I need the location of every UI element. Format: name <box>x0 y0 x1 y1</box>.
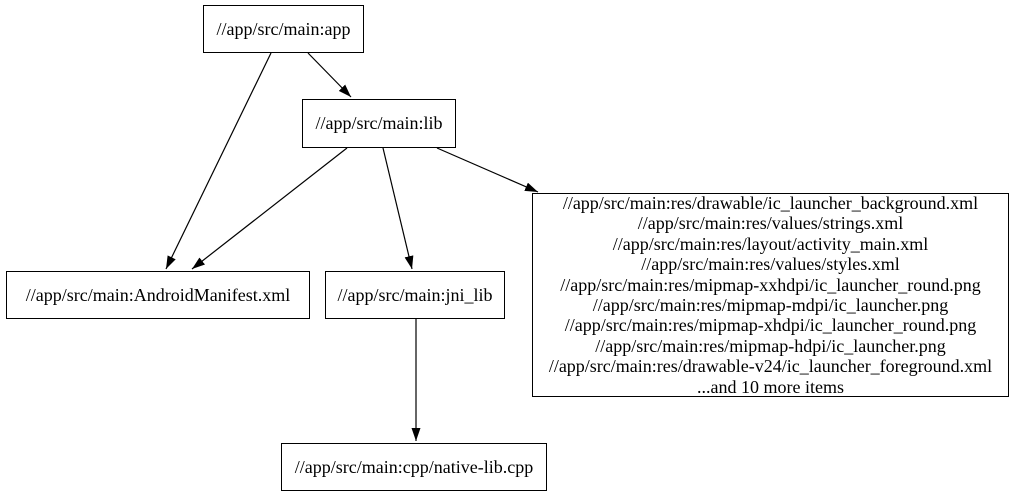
node-jni-lib-label: //app/src/main:jni_lib <box>337 284 493 305</box>
edge-app-to-lib <box>308 53 351 97</box>
res-group-line: //app/src/main:res/drawable-v24/ic_launcher_foreground.xml <box>548 356 993 377</box>
node-app-label: //app/src/main:app <box>216 18 351 39</box>
edge-lib-to-res-group <box>437 148 538 192</box>
node-android-manifest-label: //app/src/main:AndroidManifest.xml <box>25 284 291 305</box>
node-lib <box>302 99 456 148</box>
res-group-line: //app/src/main:res/values/styles.xml <box>641 254 900 275</box>
res-group-line: //app/src/main:res/mipmap-xxhdpi/ic_launcher_round.png <box>560 274 981 295</box>
node-app <box>203 5 364 53</box>
res-group-line: //app/src/main:res/mipmap-mdpi/ic_launcher.png <box>592 295 949 315</box>
node-android-manifest <box>6 271 310 319</box>
res-group-line: //app/src/main:res/layout/activity_main.xml <box>612 233 929 254</box>
edge-lib-to-android-manifest <box>192 148 347 269</box>
res-group-line: //app/src/main:res/mipmap-xhdpi/ic_launcher_round.png <box>564 315 977 336</box>
edge-lib-to-jni-lib <box>383 148 412 269</box>
node-native-lib-cpp-label: //app/src/main:cpp/native-lib.cpp <box>294 456 534 477</box>
edge-app-to-android-manifest <box>166 53 271 269</box>
res-group-line: //app/src/main:res/values/strings.xml <box>637 213 904 234</box>
node-jni-lib <box>325 271 505 319</box>
res-group-line: //app/src/main:res/mipmap-hdpi/ic_launcher.png <box>595 335 946 356</box>
res-group-line: ...and 10 more items <box>697 376 844 397</box>
res-group-line: //app/src/main:res/drawable/ic_launcher_background.xml <box>562 192 979 213</box>
node-res-group <box>532 193 1009 397</box>
node-lib-label: //app/src/main:lib <box>315 113 443 134</box>
node-native-lib-cpp <box>281 443 547 491</box>
